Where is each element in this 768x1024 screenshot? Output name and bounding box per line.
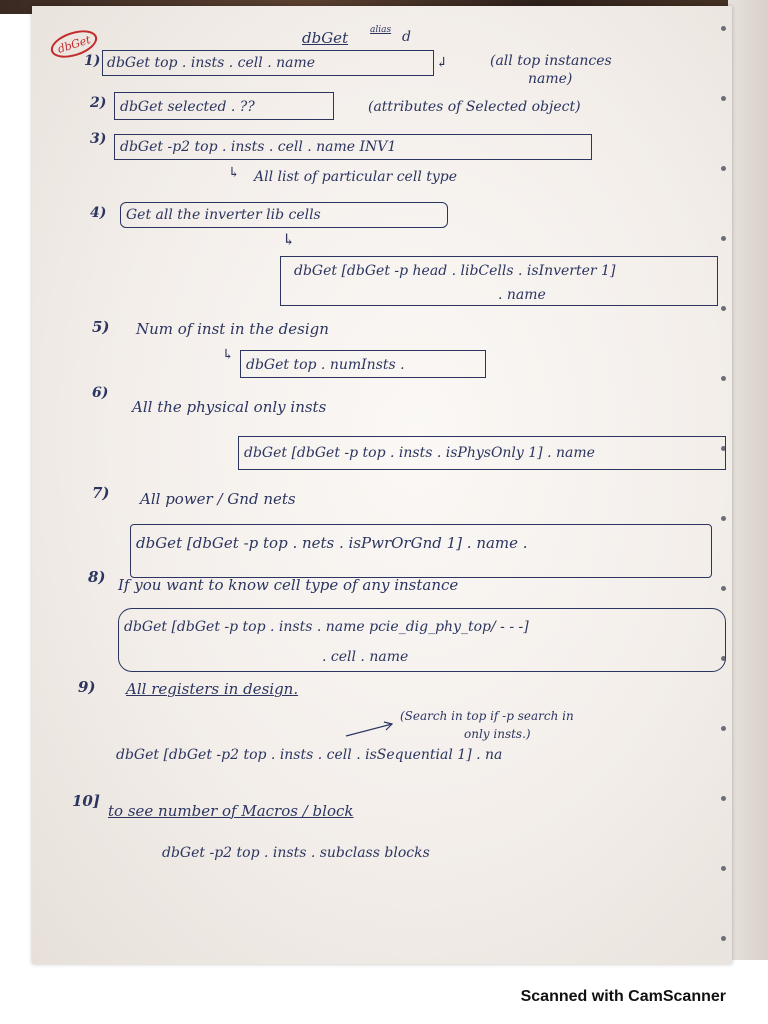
spiral-ring: [721, 866, 726, 871]
command-text: dbGet top . numInsts .: [246, 357, 405, 373]
spiral-ring: [721, 236, 726, 241]
item-number: 8): [88, 568, 106, 586]
command-text: dbGet -p2 top . insts . cell . name INV1: [120, 139, 397, 155]
item-number: 3): [90, 131, 107, 147]
note-text: name): [528, 71, 573, 87]
item-number: 9): [78, 678, 96, 696]
heading-text: All power / Gnd nets: [140, 490, 296, 508]
spiral-ring: [721, 96, 726, 101]
page-title: dbGet: [302, 29, 349, 47]
page-edge: [728, 0, 768, 960]
heading-text: All registers in design.: [126, 680, 299, 698]
spiral-ring: [721, 166, 726, 171]
arrow-icon: ↳: [222, 347, 234, 363]
spiral-ring: [721, 586, 726, 591]
spiral-ring: [721, 306, 726, 311]
command-box: [118, 608, 726, 672]
command-text: dbGet [dbGet -p head . libCells . isInverter 1]: [294, 263, 616, 279]
heading-text: to see number of Macros / block: [108, 802, 354, 820]
spiral-ring: [721, 936, 726, 941]
command-text: . cell . name: [322, 649, 409, 665]
note-text: (all top instances: [490, 53, 612, 69]
spiral-ring: [721, 796, 726, 801]
command-text: dbGet [dbGet -p top . nets . isPwrOrGnd 1] . name .: [136, 534, 528, 552]
command-text: dbGet [dbGet -p top . insts . name pcie_dig_phy_top/ - - -]: [124, 619, 529, 635]
arrow-icon: ↲: [436, 55, 448, 71]
item-number: 5): [92, 318, 110, 336]
title-alias: alias: [370, 25, 392, 35]
heading-text: If you want to know cell type of any instance: [118, 576, 459, 594]
heading-text: All the physical only insts: [132, 398, 327, 416]
note-text: only insts.): [464, 727, 531, 741]
command-text: dbGet selected . ??: [120, 99, 255, 115]
spiral-ring: [721, 516, 726, 521]
dbget-stamp: dbGet: [47, 25, 100, 63]
note-text: (Search in top if -p search in: [400, 709, 574, 723]
item-number: 10]: [72, 792, 100, 810]
spiral-ring: [721, 376, 726, 381]
item-number: 4): [90, 205, 107, 221]
command-text: dbGet -p2 top . insts . subclass blocks: [162, 845, 430, 861]
note-text: (attributes of Selected object): [368, 99, 581, 115]
title-tail: d: [402, 29, 411, 45]
command-text: . name: [498, 287, 546, 303]
item-number: 2): [90, 95, 107, 111]
notebook-page: [32, 6, 732, 964]
command-text: dbGet top . insts . cell . name: [107, 55, 316, 71]
item-number: 1): [84, 53, 101, 69]
arrow-icon: ↳: [282, 230, 296, 249]
command-text: dbGet [dbGet -p2 top . insts . cell . isSequential 1] . na: [116, 747, 503, 763]
scanner-watermark: Scanned with CamScanner: [520, 988, 726, 1005]
command-text: dbGet [dbGet -p top . insts . isPhysOnly 1] . name: [244, 445, 595, 461]
item-number: 7): [92, 484, 110, 502]
arrow-icon: [346, 720, 406, 740]
arrow-icon: ↳: [228, 165, 240, 181]
item-number: 6): [92, 385, 109, 401]
heading-text: Num of inst in the design: [136, 320, 329, 338]
note-text: All list of particular cell type: [254, 169, 458, 185]
spiral-ring: [721, 726, 726, 731]
heading-text: Get all the inverter lib cells: [126, 207, 321, 223]
spiral-ring: [721, 26, 726, 31]
